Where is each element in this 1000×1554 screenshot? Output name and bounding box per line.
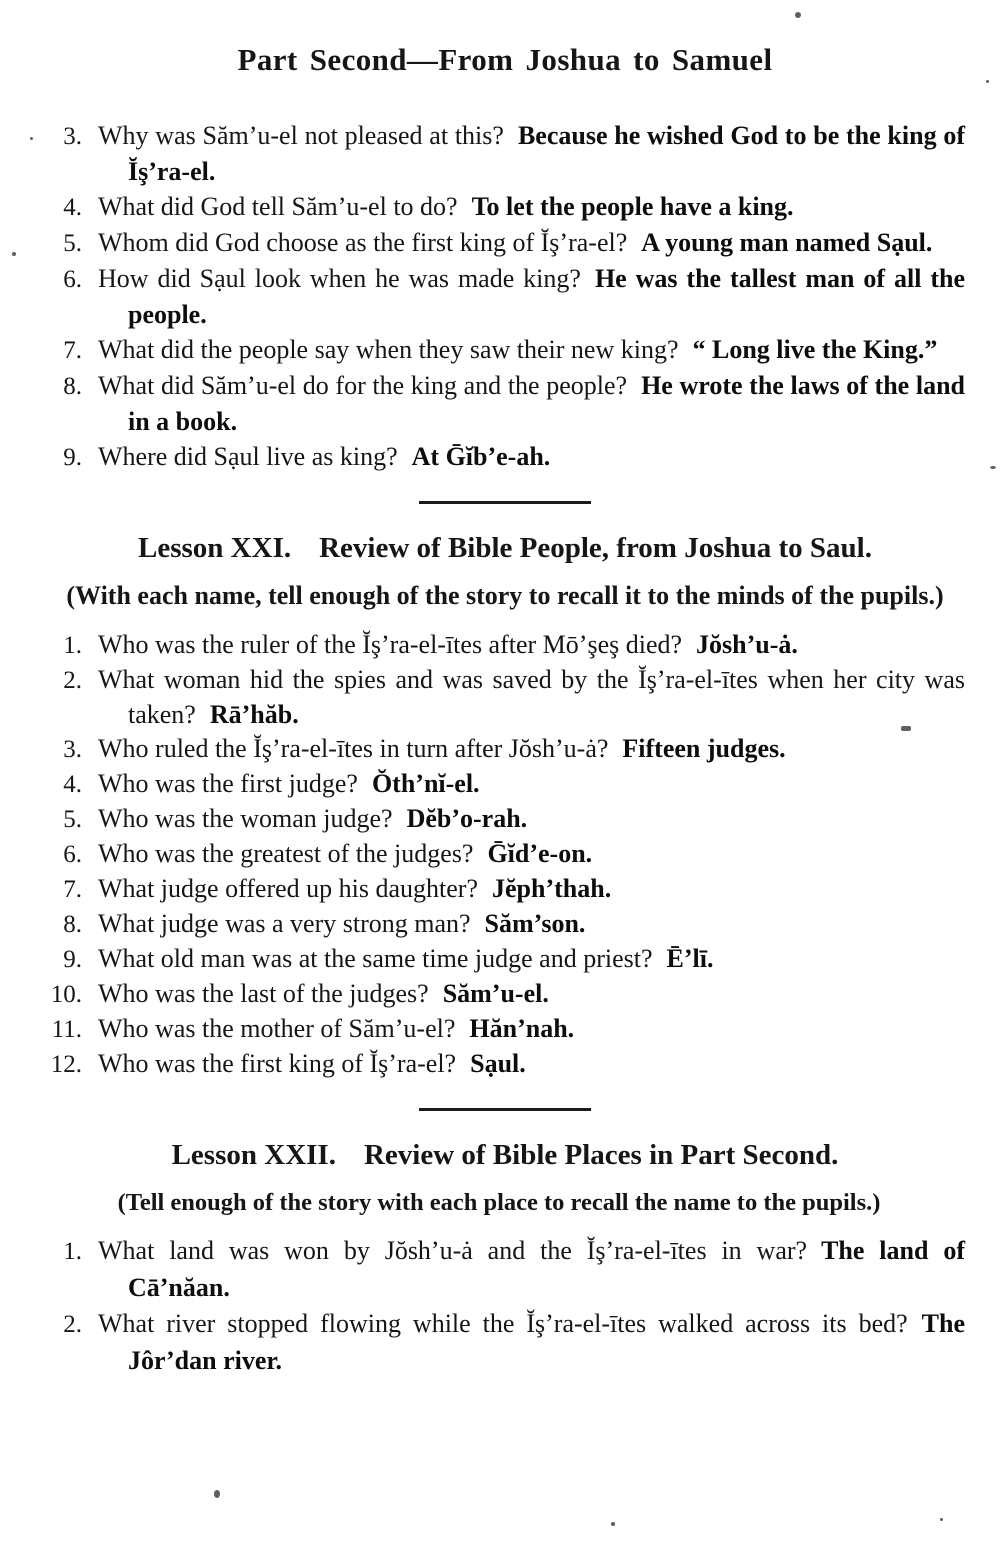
ink-speck: [990, 466, 996, 469]
item-number: 1.: [63, 1238, 82, 1265]
qa-item: [45, 225, 965, 261]
question-text: What woman hid the spies and was saved by the Ĭş’ra-el-ītes when her city was taken?: [98, 665, 965, 729]
ink-speck: [214, 1490, 220, 1498]
qa-item: [45, 663, 965, 732]
qa-item: [45, 1047, 965, 1082]
item-number: 12.: [50, 1051, 82, 1078]
section-divider: [419, 1108, 591, 1111]
item-number: 3.: [63, 736, 82, 763]
item-number: 8.: [63, 911, 82, 938]
answer-text: The Jôr’dan river.: [128, 1309, 965, 1375]
lesson-xxi-note: (With each name, tell enough of the story to recall it to the minds of the pupils.): [66, 581, 944, 610]
lesson-xxi-heading: [45, 532, 965, 565]
qa-item: [45, 1233, 965, 1306]
answer-text: Săm’u-el.: [442, 979, 549, 1008]
item-number: 7.: [63, 876, 82, 903]
lesson-xxii-title: Review of Bible Places in Part Second.: [363, 1139, 839, 1171]
question-text: Who ruled the Ĭş’ra-el-ītes in turn after Jŏsh’u-ȧ?: [98, 734, 609, 763]
answer-text: Dĕb’o-rah.: [406, 804, 528, 833]
item-number: 10.: [50, 981, 82, 1008]
question-text: Why was Săm’u-el not pleased at this?: [98, 121, 504, 150]
ink-speck: [12, 252, 16, 256]
ink-speck: [795, 12, 801, 18]
lesson-xxi-title: Review of Bible People, from Joshua to Saul.: [319, 532, 872, 564]
question-text: Who was the mother of Săm’u-el?: [98, 1014, 456, 1043]
item-number: 11.: [51, 1016, 82, 1043]
answer-text: Jŏsh’u-ȧ.: [696, 630, 798, 659]
qa-item: [45, 439, 965, 475]
answer-text: A young man named Sạul.: [641, 228, 933, 257]
answer-text: Jĕph’thah.: [492, 874, 612, 903]
qa-item: [45, 628, 965, 663]
ink-speck: [901, 726, 911, 731]
question-text: Who was the ruler of the Ĭş’ra-el-ītes after Mō’şeş died?: [98, 630, 683, 659]
answer-text: Ḡĭd’e-on.: [487, 839, 593, 868]
ink-speck: [30, 137, 33, 140]
question-text: What did Săm’u-el do for the king and the people?: [98, 371, 628, 400]
item-number: 9.: [63, 444, 82, 471]
question-text: What land was won by Jŏsh’u-ȧ and the Ĭş’ra-el-ītes in war?: [98, 1236, 808, 1265]
lesson-xxi-question-list: [45, 628, 965, 1082]
answer-text: He wrote the laws of the land in a book.: [128, 371, 965, 436]
item-number: 1.: [63, 632, 82, 659]
answer-text: Ŏth’nĭ-el.: [371, 769, 480, 798]
ink-speck: [986, 80, 989, 83]
item-number: 6.: [63, 266, 82, 293]
question-text: What river stopped flowing while the Ĭş’ra-el-ītes walked across its bed?: [98, 1309, 908, 1338]
item-number: 3.: [63, 123, 82, 150]
item-number: 8.: [63, 373, 82, 400]
page-title: Part Second—From Joshua to Samuel: [237, 42, 773, 77]
question-text: What did God tell Săm’u-el to do?: [98, 192, 458, 221]
qa-item: [45, 732, 965, 767]
section-divider: [419, 501, 591, 504]
answer-text: To let the people have a king.: [471, 192, 794, 221]
answer-text: Sạul.: [470, 1049, 526, 1078]
answer-text: “ Long live the King.”: [692, 335, 938, 364]
item-number: 2.: [63, 1311, 82, 1338]
qa-item: [45, 907, 965, 942]
question-text: What did the people say when they saw their new king?: [98, 335, 679, 364]
item-number: 2.: [63, 667, 82, 694]
qa-item: [45, 977, 965, 1012]
question-text: Who was the first king of Ĭş’ra-el?: [98, 1049, 457, 1078]
lesson-xxi-label: Lesson XXI.: [138, 532, 292, 564]
qa-item: [45, 942, 965, 977]
ink-speck: [940, 1518, 943, 1521]
question-text: What old man was at the same time judge and priest?: [98, 944, 653, 973]
lesson-xxii-question-list: [45, 1233, 965, 1379]
item-number: 4.: [63, 771, 82, 798]
answer-text: Hăn’nah.: [469, 1014, 575, 1043]
item-number: 7.: [63, 337, 82, 364]
answer-text: Ē’lī.: [666, 944, 714, 973]
answer-text: Fifteen judges.: [622, 734, 786, 763]
item-number: 5.: [63, 230, 82, 257]
lesson-xxii-label: Lesson XXII.: [171, 1139, 336, 1171]
question-text: How did Sạul look when he was made king?: [98, 264, 581, 293]
answer-text: Because he wished God to be the king of Ĭş’ra-el.: [128, 121, 965, 186]
part-second-question-list: [45, 118, 965, 475]
answer-text: Rā’hăb.: [209, 700, 299, 729]
qa-item: [45, 872, 965, 907]
qa-item: [45, 837, 965, 872]
question-text: Who was the greatest of the judges?: [98, 839, 474, 868]
question-text: Who was the last of the judges?: [98, 979, 429, 1008]
answer-text: The land of Cā’năan.: [128, 1236, 965, 1302]
item-number: 5.: [63, 806, 82, 833]
lesson-xxii-note: (Tell enough of the story with each place to recall the name to the pupils.): [117, 1189, 881, 1216]
ink-speck: [611, 1522, 615, 1526]
question-text: Who was the woman judge?: [98, 804, 393, 833]
question-text: Where did Sạul live as king?: [98, 442, 398, 471]
lesson-xxii-heading: [45, 1139, 965, 1172]
answer-text: Săm’son.: [484, 909, 586, 938]
question-text: What judge offered up his daughter?: [98, 874, 478, 903]
qa-item: [45, 1306, 965, 1379]
qa-item: [45, 118, 965, 189]
qa-item: [45, 767, 965, 802]
item-number: 4.: [63, 194, 82, 221]
qa-item: [45, 261, 965, 332]
question-text: Who was the first judge?: [98, 769, 358, 798]
qa-item: [45, 332, 965, 368]
item-number: 9.: [63, 946, 82, 973]
qa-item: [45, 368, 965, 439]
answer-text: He was the tallest man of all the people.: [128, 264, 965, 329]
question-text: What judge was a very strong man?: [98, 909, 471, 938]
item-number: 6.: [63, 841, 82, 868]
qa-item: [45, 802, 965, 837]
question-text: Whom did God choose as the first king of Ĭş’ra-el?: [98, 228, 628, 257]
answer-text: At Ḡĭb’e-ah.: [411, 442, 551, 471]
qa-item: [45, 189, 965, 225]
qa-item: [45, 1012, 965, 1047]
